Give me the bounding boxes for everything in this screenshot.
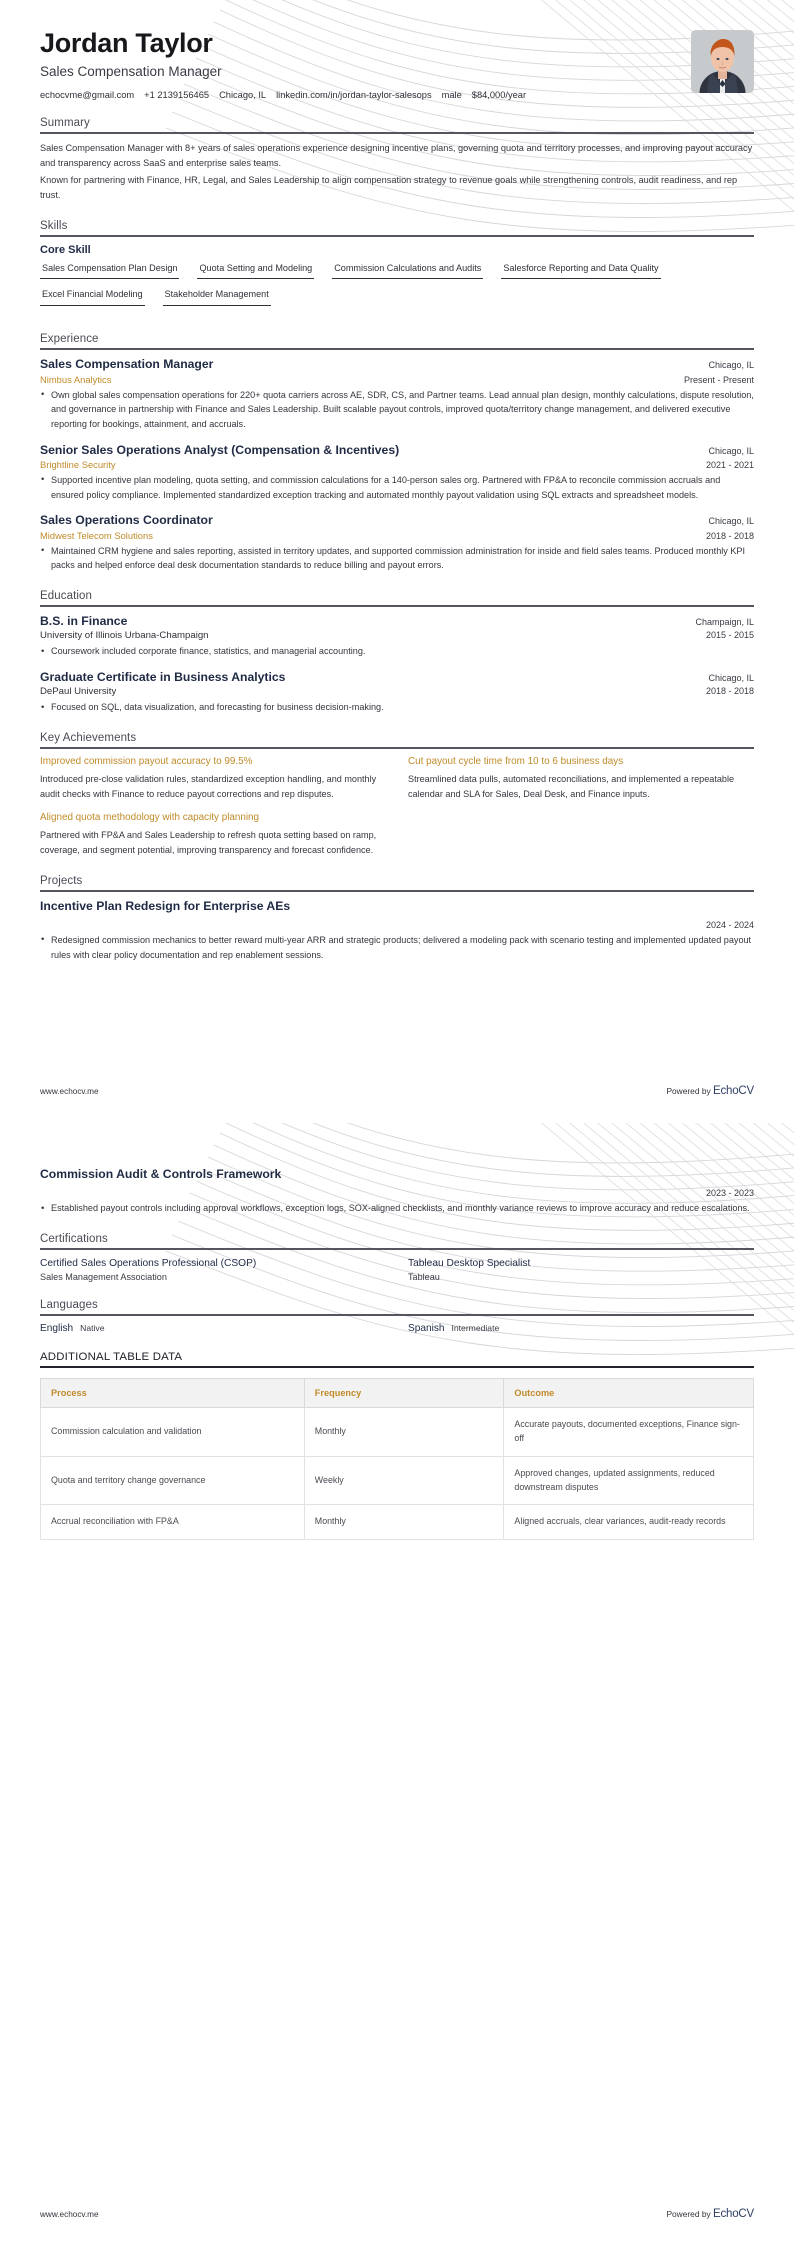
achievement-description: Partnered with FP&A and Sales Leadership to refresh quota setting based on ramp, coverage, and segment potential, improving transparency and forecast confidence.	[40, 830, 377, 855]
bullet-item: • Focused on SQL, data visualization, and forecasting for business decision-making.	[40, 700, 754, 715]
skill-item: Salesforce Reporting and Data Quality	[501, 263, 660, 280]
table-row	[41, 1408, 754, 1457]
section-education	[40, 590, 754, 715]
footer-brand: EchoCV	[713, 2208, 754, 2220]
resume-body-page-1	[0, 117, 794, 962]
project-dates: 2024 - 2024	[705, 919, 754, 930]
project-entry	[40, 1167, 754, 1216]
resume-header	[0, 0, 794, 100]
certification-item	[40, 1257, 386, 1282]
education-location: Chicago, IL	[708, 673, 754, 684]
contact-linkedin[interactable]: linkedin.com/in/jordan-taylor-salesops	[276, 90, 432, 101]
table-row	[41, 1456, 754, 1505]
experience-company: Midwest Telecom Solutions	[40, 529, 153, 541]
education-bullets	[40, 644, 754, 659]
project-dates: 2023 - 2023	[705, 1188, 754, 1199]
section-divider	[40, 1248, 754, 1250]
bullet-item: • Supported incentive plan modeling, quota setting, and commission calculations for a 140-person sales org. Partnered with FP&A to reconcile commission accruals and ensured policy compliance. Implemented standardized exception tracking and automated monthly payout validation using SQL extracts and spreadsheet models.	[40, 473, 754, 502]
achievement-description: Streamlined data pulls, automated reconciliations, and implemented a repeatable calendar and SLA for Sales, Deal Desk, and Finance inputs.	[408, 773, 735, 799]
education-degree: B.S. in Finance	[40, 614, 128, 629]
footer-website[interactable]: www.echocv.me	[40, 1087, 99, 1096]
experience-job-title: Sales Operations Coordinator	[40, 513, 213, 528]
section-heading-experience: Experience	[40, 333, 99, 346]
experience-job-title: Senior Sales Operations Analyst (Compensation & Incentives)	[40, 442, 400, 457]
footer-powered-by	[666, 2208, 754, 2220]
experience-bullets	[40, 473, 754, 502]
section-heading-education: Education	[40, 590, 93, 603]
table-cell: Approved changes, updated assignments, reduced downstream disputes	[504, 1456, 754, 1505]
resume-body-page-2	[0, 1123, 794, 1540]
education-bullets	[40, 700, 754, 715]
education-school: University of Illinois Urbana-Champaign	[40, 630, 209, 642]
experience-entry	[40, 513, 754, 573]
bullet-item: • Own global sales compensation operations for 220+ quota carriers across AE, SDR, CS, and Partner teams. Lead annual plan design, monthly calculations, dispute resolution, and governance in partnership with Finance and Sales Leadership. Built scalable payout controls, improved quota/territory change management, and delivered executive reporting for bookings, attainment, and accruals.	[40, 388, 754, 432]
section-heading-key-achievements: Key Achievements	[40, 732, 137, 745]
footer-powered-by	[666, 1085, 754, 1097]
experience-bullets	[40, 544, 754, 573]
achievements-grid	[40, 756, 754, 858]
section-heading-skills: Skills	[40, 219, 68, 232]
certification-name: Certified Sales Operations Professional (CSOP)	[40, 1257, 257, 1269]
achievement-item	[40, 756, 386, 801]
table-column-header: Process	[41, 1379, 305, 1408]
skills-list	[40, 263, 754, 317]
bullet-item: • Coursework included corporate finance, statistics, and managerial accounting.	[40, 644, 754, 659]
skill-item: Commission Calculations and Audits	[332, 263, 483, 280]
table-cell: Monthly	[304, 1408, 504, 1457]
certification-issuer: Sales Management Association	[40, 1272, 167, 1283]
page-title: Jordan Taylor	[40, 28, 213, 58]
experience-location: Chicago, IL	[708, 360, 754, 371]
education-degree: Graduate Certificate in Business Analytics	[40, 670, 286, 685]
contact-location: Chicago, IL	[219, 90, 267, 101]
table-row	[41, 1505, 754, 1540]
experience-company: Nimbus Analytics	[40, 373, 112, 385]
contact-phone[interactable]: +1 2139156465	[144, 90, 210, 101]
section-summary	[40, 117, 754, 203]
bullet-item: • Redesigned commission mechanics to better reward multi-year ARR and strategic products; delivered a modeling pack with scenario testing and implemented updated payout rules with clear policy documentation and rep enablement sessions.	[40, 933, 754, 962]
project-title: Commission Audit & Controls Framework	[40, 1167, 282, 1181]
section-divider	[40, 1314, 754, 1316]
footer-website[interactable]: www.echocv.me	[40, 2210, 99, 2219]
section-skills	[40, 220, 754, 317]
resume-page-2	[0, 1123, 794, 2246]
achievement-title: Cut payout cycle time from 10 to 6 business days	[408, 756, 624, 768]
education-school: DePaul University	[40, 686, 117, 698]
project-bullets	[40, 933, 754, 962]
section-divider	[40, 605, 754, 607]
table-column-header: Outcome	[504, 1379, 754, 1408]
skill-item: Sales Compensation Plan Design	[40, 263, 179, 280]
section-projects	[40, 875, 754, 963]
experience-location: Chicago, IL	[708, 445, 754, 456]
section-divider	[40, 235, 754, 237]
section-heading-projects: Projects	[40, 874, 83, 887]
certifications-grid	[40, 1257, 754, 1282]
table-cell: Aligned accruals, clear variances, audit-ready records	[504, 1505, 754, 1540]
section-languages	[40, 1299, 754, 1334]
project-title: Incentive Plan Redesign for Enterprise AEs	[40, 898, 291, 913]
experience-entry	[40, 443, 754, 503]
education-entry	[40, 614, 754, 659]
section-divider	[40, 132, 754, 134]
achievement-title: Aligned quota methodology with capacity planning	[40, 812, 260, 824]
experience-location: Chicago, IL	[708, 516, 754, 527]
language-level: Native	[80, 1323, 105, 1334]
footer-brand: EchoCV	[713, 1085, 754, 1097]
table-cell: Commission calculation and validation	[41, 1408, 305, 1457]
certification-item	[408, 1257, 754, 1282]
header-identity-block	[40, 26, 526, 100]
table-header-row	[41, 1379, 754, 1408]
language-item	[40, 1323, 386, 1334]
certification-name: Tableau Desktop Specialist	[408, 1257, 531, 1269]
section-divider	[40, 348, 754, 350]
achievement-item	[408, 756, 754, 801]
section-heading-certifications: Certifications	[40, 1232, 108, 1245]
bullet-item: • Established payout controls including approval workflows, exception logs, SOX-aligned checklists, and monthly variance reviews to improve accuracy and reduce escalations.	[40, 1201, 754, 1216]
skill-item: Excel Financial Modeling	[40, 289, 145, 306]
experience-job-title: Sales Compensation Manager	[40, 357, 214, 372]
language-name: English	[40, 1323, 74, 1335]
section-divider	[40, 747, 754, 749]
section-additional-table	[40, 1351, 754, 1540]
section-key-achievements	[40, 732, 754, 858]
header-job-title: Sales Compensation Manager	[40, 64, 222, 80]
experience-company: Brightline Security	[40, 458, 116, 470]
achievement-item	[40, 812, 386, 857]
section-heading-summary: Summary	[40, 117, 90, 130]
table-cell: Monthly	[304, 1505, 504, 1540]
experience-dates: Present - Present	[683, 374, 754, 385]
achievement-title: Improved commission payout accuracy to 99.5%	[40, 756, 253, 768]
language-name: Spanish	[408, 1323, 445, 1335]
language-level: Intermediate	[451, 1323, 500, 1334]
footer-powered-label: Powered by	[666, 1086, 711, 1096]
experience-dates: 2018 - 2018	[705, 530, 754, 541]
education-dates: 2018 - 2018	[705, 686, 754, 697]
achievement-description: Introduced pre-close validation rules, standardized exception handling, and monthly audit checks with Finance to reduce payout corrections and rep disputes.	[40, 773, 377, 799]
skill-group-title: Core Skill	[40, 243, 91, 256]
project-entry	[40, 899, 754, 963]
contact-gender: male	[441, 90, 462, 101]
education-entry	[40, 670, 754, 715]
summary-paragraph: Sales Compensation Manager with 8+ years of sales operations experience designing incentive plans, governing quota and territory processes, and improving payout accuracy and transparency across SaaS and enterprise sales teams.	[40, 143, 753, 168]
section-divider	[40, 890, 754, 892]
section-heading-languages: Languages	[40, 1299, 98, 1312]
education-dates: 2015 - 2015	[705, 630, 754, 641]
certification-issuer: Tableau	[408, 1272, 440, 1283]
section-certifications	[40, 1233, 754, 1282]
achievement-item-empty	[408, 812, 754, 857]
section-divider	[40, 1366, 754, 1368]
section-experience	[40, 333, 754, 573]
skill-item: Quota Setting and Modeling	[197, 263, 314, 280]
table-cell: Quota and territory change governance	[41, 1456, 305, 1505]
contact-email[interactable]: echocvme@gmail.com	[40, 90, 135, 101]
experience-entry	[40, 357, 754, 431]
experience-bullets	[40, 388, 754, 432]
table-column-header: Frequency	[304, 1379, 504, 1408]
summary-paragraph: Known for partnering with Finance, HR, Legal, and Sales Leadership to align compensation strategy to revenue goals while strengthening controls, audit readiness, and rep trust.	[40, 174, 738, 200]
table-cell: Accurate payouts, documented exceptions, Finance sign-off	[504, 1408, 754, 1457]
education-location: Champaign, IL	[695, 617, 754, 628]
contact-row	[40, 90, 526, 100]
table-cell: Accrual reconciliation with FP&A	[41, 1505, 305, 1540]
bullet-item: • Maintained CRM hygiene and sales reporting, assisted in territory updates, and supported commission administration for inside and field sales teams. Produced monthly KPI packs and helped enforce deal desk documentation standards to reduce billing and payout errors.	[40, 544, 754, 573]
skill-item: Stakeholder Management	[163, 289, 271, 306]
experience-dates: 2021 - 2021	[705, 459, 754, 470]
language-item	[408, 1323, 754, 1334]
languages-grid	[40, 1323, 754, 1334]
section-heading-additional-table: ADDITIONAL TABLE DATA	[40, 1351, 183, 1364]
avatar	[691, 30, 754, 93]
page-footer	[40, 2208, 754, 2220]
footer-powered-label: Powered by	[666, 2209, 711, 2219]
additional-data-table	[40, 1378, 754, 1540]
page-footer	[40, 1085, 754, 1097]
project-bullets	[40, 1201, 754, 1216]
table-cell: Weekly	[304, 1456, 504, 1505]
contact-salary: $84,000/year	[471, 90, 527, 101]
